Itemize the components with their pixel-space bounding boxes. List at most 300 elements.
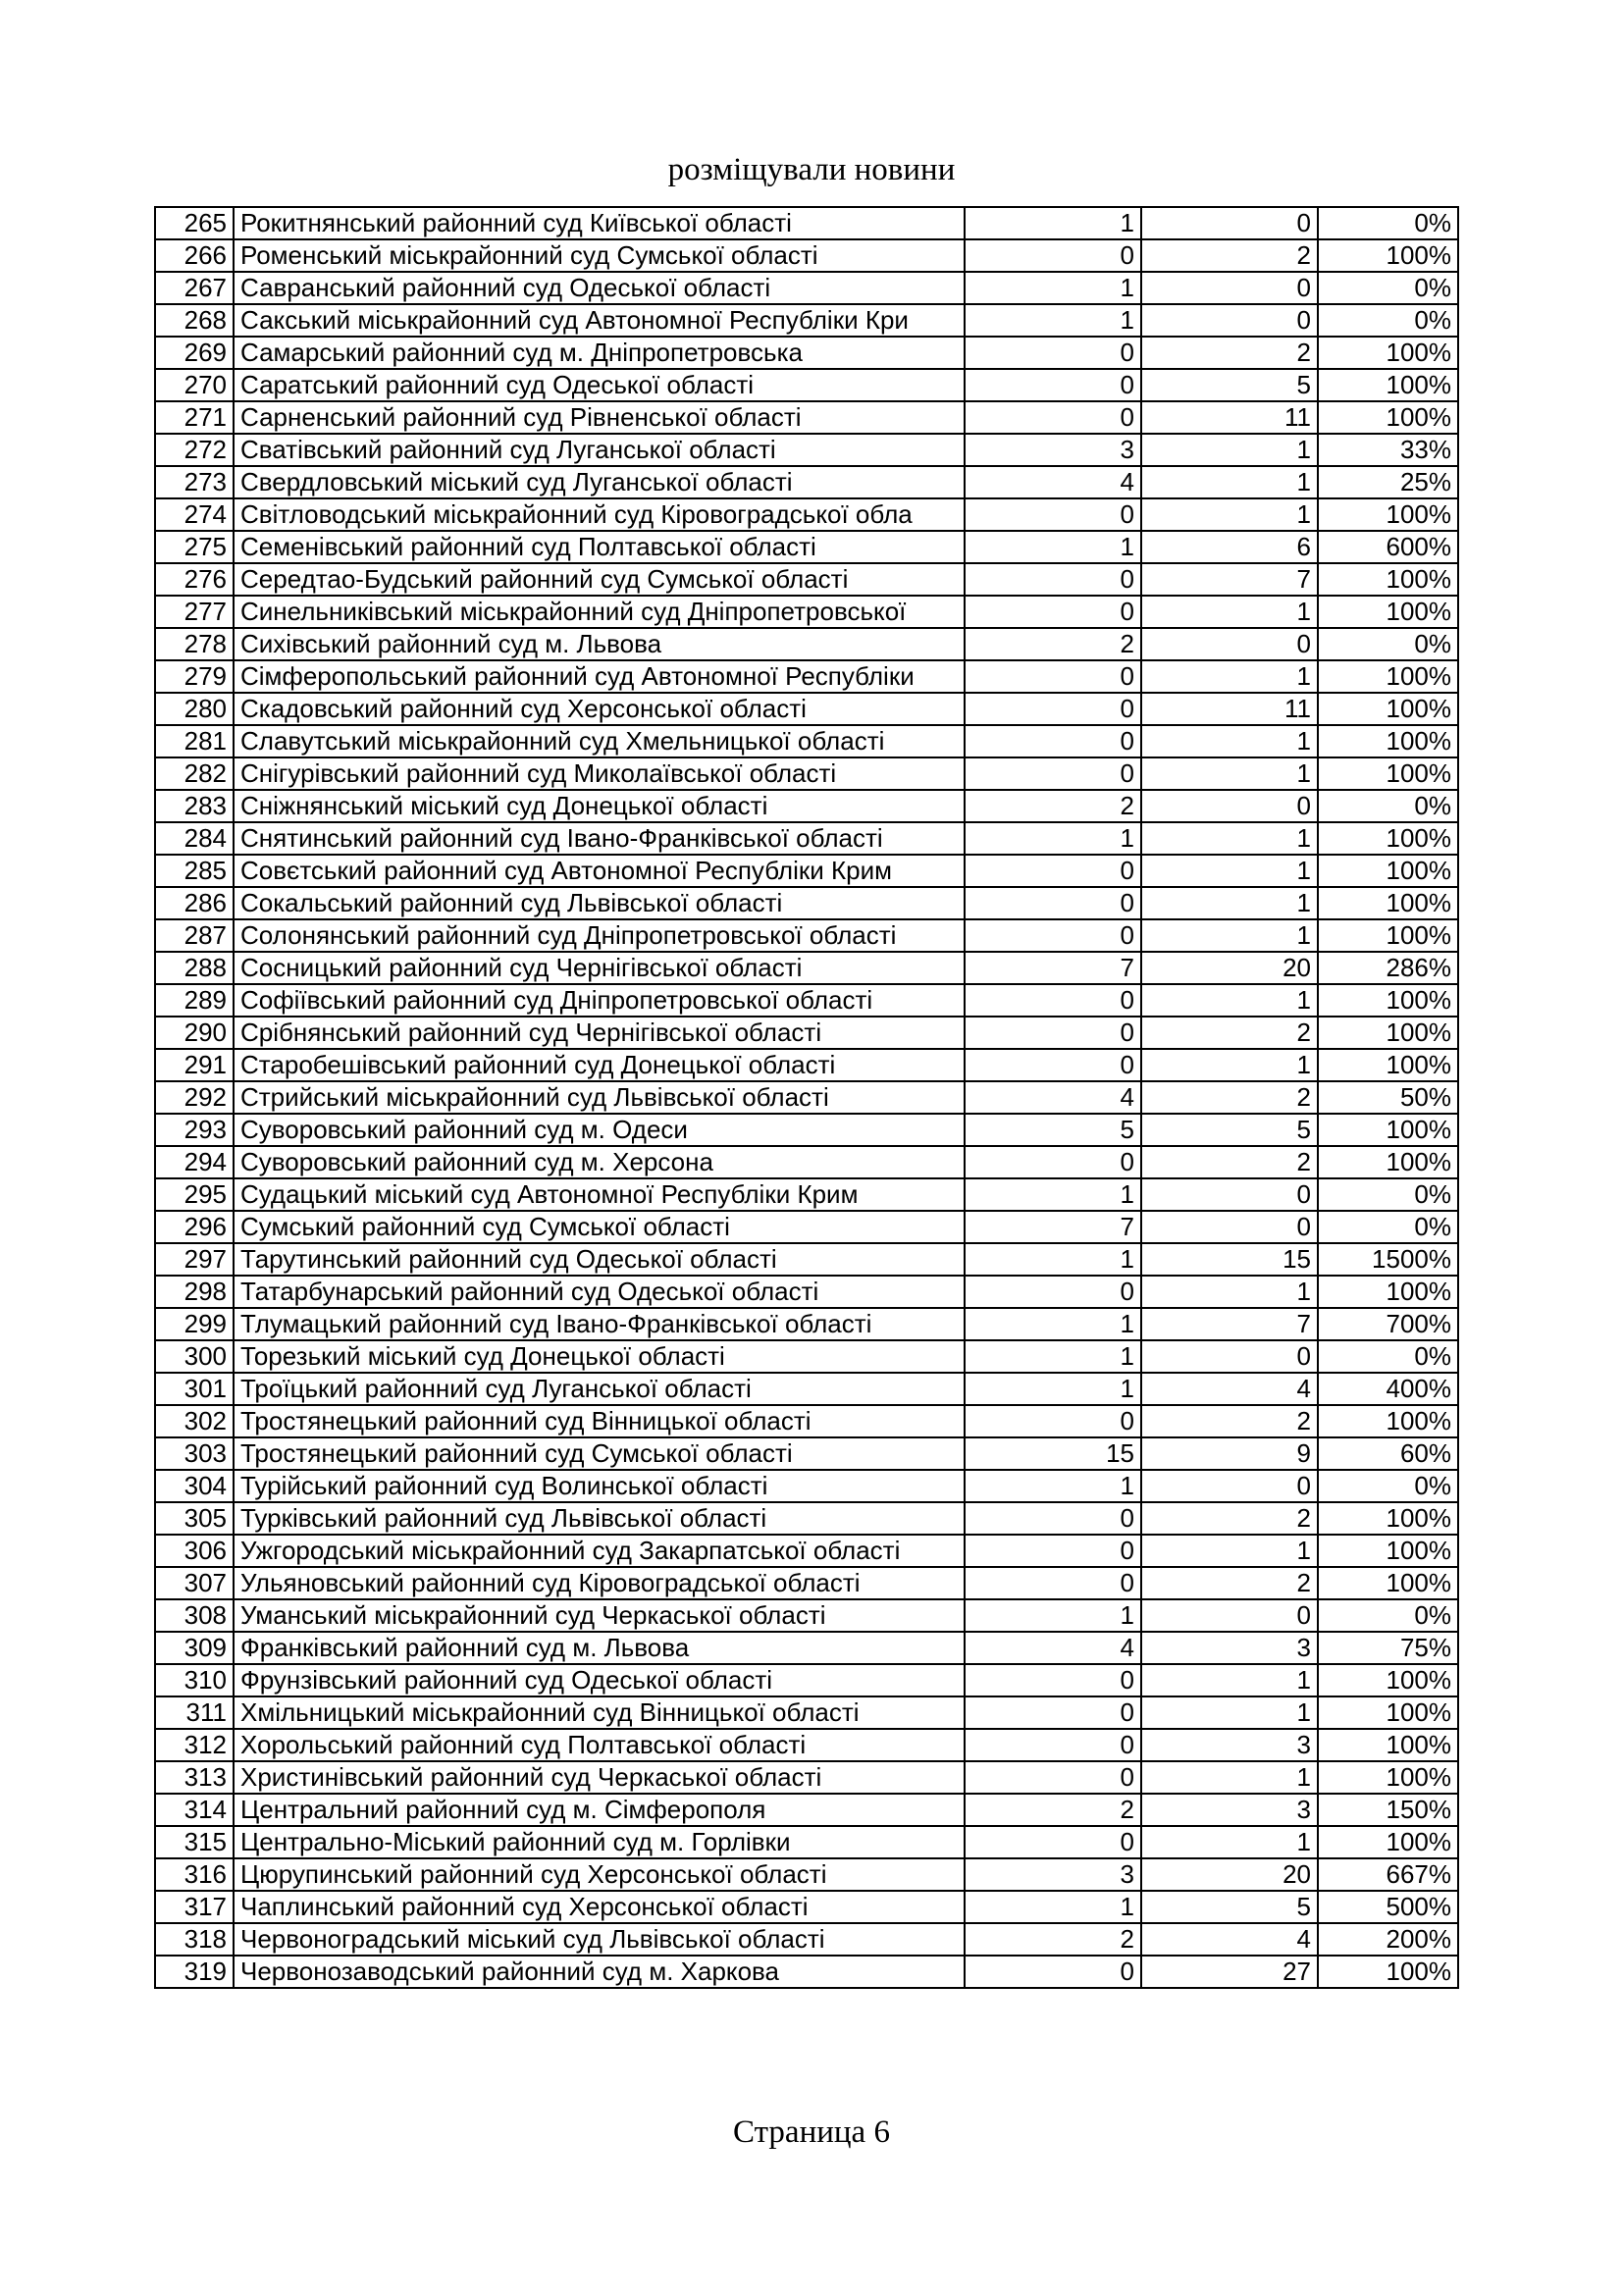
value-percent: 100% [1318,1405,1458,1437]
courts-table [154,206,1459,1989]
table-row [155,596,1458,628]
row-number: 288 [155,952,234,984]
court-name: Славутський міськрайонний суд Хмельницької області [234,725,965,757]
row-number: 265 [155,207,234,239]
value-b: 5 [1141,1114,1318,1146]
row-number: 299 [155,1308,234,1340]
value-b: 0 [1141,628,1318,660]
row-number: 298 [155,1276,234,1308]
row-number: 311 [155,1696,234,1729]
court-name: Ульяновський районний суд Кіровоградської області [234,1567,965,1599]
value-percent: 100% [1318,1826,1458,1858]
row-number: 318 [155,1923,234,1956]
table-row [155,822,1458,855]
value-b: 1 [1141,887,1318,919]
court-name: Савранський районний суд Одеської області [234,272,965,304]
value-b: 0 [1141,1178,1318,1211]
table-row [155,887,1458,919]
row-number: 314 [155,1794,234,1826]
value-b: 1 [1141,757,1318,790]
table-row [155,304,1458,337]
table-row [155,660,1458,693]
value-b: 1 [1141,855,1318,887]
row-number: 300 [155,1340,234,1373]
value-a: 0 [965,693,1141,725]
value-percent: 75% [1318,1632,1458,1664]
value-b: 3 [1141,1794,1318,1826]
row-number: 302 [155,1405,234,1437]
court-name: Скадовський районний суд Херсонської області [234,693,965,725]
court-name: Совєтський районний суд Автономної Республіки Крим [234,855,965,887]
value-a: 1 [965,531,1141,563]
value-a: 5 [965,1114,1141,1146]
value-percent: 100% [1318,1696,1458,1729]
court-name: Сихівський районний суд м. Львова [234,628,965,660]
court-name: Саратський районний суд Одеської області [234,369,965,401]
value-b: 20 [1141,1858,1318,1891]
value-a: 1 [965,304,1141,337]
value-percent: 100% [1318,401,1458,434]
table-row [155,628,1458,660]
table-row [155,498,1458,531]
court-name: Синельниківський міськрайонний суд Дніпропетровської [234,596,965,628]
value-a: 1 [965,1340,1141,1373]
court-name: Суворовський районний суд м. Одеси [234,1114,965,1146]
value-a: 1 [965,822,1141,855]
value-b: 0 [1141,304,1318,337]
value-a: 0 [965,1276,1141,1308]
court-name: Світловодський міськрайонний суд Кіровоградської обла [234,498,965,531]
row-number: 267 [155,272,234,304]
court-name: Середтао-Будський районний суд Сумської області [234,563,965,596]
table-row [155,984,1458,1017]
value-a: 15 [965,1437,1141,1470]
table-row [155,1373,1458,1405]
value-b: 9 [1141,1437,1318,1470]
court-name: Стрийський міськрайонний суд Львівської області [234,1081,965,1114]
table-row [155,239,1458,272]
value-percent: 100% [1318,1729,1458,1761]
value-percent: 100% [1318,1567,1458,1599]
table-row [155,369,1458,401]
court-name: Тростянецький районний суд Сумської області [234,1437,965,1470]
value-b: 1 [1141,1826,1318,1858]
court-name: Сватівський районний суд Луганської області [234,434,965,466]
table-row [155,1729,1458,1761]
value-b: 1 [1141,1696,1318,1729]
value-a: 1 [965,272,1141,304]
value-a: 0 [965,369,1141,401]
value-a: 2 [965,790,1141,822]
value-percent: 1500% [1318,1243,1458,1276]
table-row [155,1405,1458,1437]
court-name: Свердловський міський суд Луганської області [234,466,965,498]
value-percent: 400% [1318,1373,1458,1405]
value-b: 11 [1141,401,1318,434]
value-a: 0 [965,596,1141,628]
value-b: 2 [1141,1405,1318,1437]
value-b: 1 [1141,498,1318,531]
court-name: Центральний районний суд м. Сімферополя [234,1794,965,1826]
value-a: 3 [965,434,1141,466]
value-b: 7 [1141,563,1318,596]
value-a: 0 [965,725,1141,757]
table-row [155,952,1458,984]
table-row [155,1437,1458,1470]
row-number: 319 [155,1956,234,1988]
value-a: 1 [965,1308,1141,1340]
table-row [155,1891,1458,1923]
court-name: Снятинський районний суд Івано-Франківської області [234,822,965,855]
table-row [155,919,1458,952]
value-percent: 60% [1318,1437,1458,1470]
value-percent: 100% [1318,1956,1458,1988]
table-row [155,337,1458,369]
table-row [155,1470,1458,1502]
value-b: 1 [1141,660,1318,693]
table-row [155,790,1458,822]
value-percent: 100% [1318,1017,1458,1049]
table-row [155,1049,1458,1081]
table-row [155,855,1458,887]
value-percent: 100% [1318,1114,1458,1146]
value-a: 0 [965,1049,1141,1081]
row-number: 295 [155,1178,234,1211]
value-b: 2 [1141,239,1318,272]
value-percent: 100% [1318,822,1458,855]
value-b: 1 [1141,822,1318,855]
table-row [155,693,1458,725]
table-row [155,1826,1458,1858]
court-name: Сакський міськрайонний суд Автономної Республіки Кри [234,304,965,337]
value-b: 0 [1141,790,1318,822]
table-row [155,1956,1458,1988]
table-row [155,1017,1458,1049]
row-number: 307 [155,1567,234,1599]
value-a: 0 [965,337,1141,369]
row-number: 312 [155,1729,234,1761]
row-number: 268 [155,304,234,337]
table-row [155,1340,1458,1373]
row-number: 309 [155,1632,234,1664]
value-percent: 25% [1318,466,1458,498]
row-number: 292 [155,1081,234,1114]
value-b: 11 [1141,693,1318,725]
table-row [155,1308,1458,1340]
row-number: 308 [155,1599,234,1632]
value-b: 1 [1141,725,1318,757]
value-a: 3 [965,1858,1141,1891]
value-percent: 0% [1318,1178,1458,1211]
value-percent: 600% [1318,531,1458,563]
value-b: 0 [1141,1211,1318,1243]
table-row [155,757,1458,790]
court-name: Сніжнянський міський суд Донецької області [234,790,965,822]
value-b: 0 [1141,1599,1318,1632]
court-name: Рокитнянський районний суд Київської області [234,207,965,239]
table-row [155,1632,1458,1664]
value-percent: 100% [1318,1502,1458,1535]
row-number: 273 [155,466,234,498]
value-percent: 0% [1318,272,1458,304]
row-number: 316 [155,1858,234,1891]
court-name: Софіївський районний суд Дніпропетровської області [234,984,965,1017]
court-name: Суворовський районний суд м. Херсона [234,1146,965,1178]
value-percent: 100% [1318,725,1458,757]
court-name: Самарський районний суд м. Дніпропетровська [234,337,965,369]
value-percent: 100% [1318,757,1458,790]
value-percent: 100% [1318,919,1458,952]
value-b: 3 [1141,1729,1318,1761]
value-b: 0 [1141,1470,1318,1502]
court-name: Торезький міський суд Донецької області [234,1340,965,1373]
value-percent: 33% [1318,434,1458,466]
value-percent: 100% [1318,693,1458,725]
row-number: 313 [155,1761,234,1794]
value-a: 0 [965,919,1141,952]
court-name: Червоноградський міський суд Львівської області [234,1923,965,1956]
value-a: 0 [965,1017,1141,1049]
value-a: 0 [965,563,1141,596]
value-percent: 0% [1318,1340,1458,1373]
value-percent: 150% [1318,1794,1458,1826]
table-row [155,1858,1458,1891]
row-number: 296 [155,1211,234,1243]
row-number: 291 [155,1049,234,1081]
court-name: Срібнянський районний суд Чернігівської області [234,1017,965,1049]
value-b: 3 [1141,1632,1318,1664]
row-number: 297 [155,1243,234,1276]
value-b: 27 [1141,1956,1318,1988]
row-number: 277 [155,596,234,628]
value-a: 0 [965,1535,1141,1567]
value-percent: 50% [1318,1081,1458,1114]
table-row [155,1664,1458,1696]
value-percent: 100% [1318,1664,1458,1696]
court-name: Турійський районний суд Волинської області [234,1470,965,1502]
court-name: Старобешівський районний суд Донецької області [234,1049,965,1081]
court-name: Уманський міськрайонний суд Черкаської області [234,1599,965,1632]
value-b: 2 [1141,1146,1318,1178]
row-number: 276 [155,563,234,596]
row-number: 279 [155,660,234,693]
value-percent: 0% [1318,1211,1458,1243]
value-a: 0 [965,401,1141,434]
row-number: 315 [155,1826,234,1858]
value-percent: 700% [1318,1308,1458,1340]
value-a: 0 [965,1405,1141,1437]
value-percent: 100% [1318,1276,1458,1308]
value-percent: 100% [1318,239,1458,272]
court-name: Центрально-Міський районний суд м. Горлівки [234,1826,965,1858]
table-row [155,434,1458,466]
court-name: Хорольський районний суд Полтавської області [234,1729,965,1761]
value-a: 0 [965,855,1141,887]
table-row [155,1761,1458,1794]
value-b: 5 [1141,369,1318,401]
value-percent: 100% [1318,337,1458,369]
value-b: 7 [1141,1308,1318,1340]
table-row [155,272,1458,304]
value-percent: 667% [1318,1858,1458,1891]
court-name: Христинівський районний суд Черкаської області [234,1761,965,1794]
table-row [155,1535,1458,1567]
value-a: 1 [965,207,1141,239]
value-b: 1 [1141,596,1318,628]
row-number: 306 [155,1535,234,1567]
value-percent: 0% [1318,207,1458,239]
row-number: 305 [155,1502,234,1535]
row-number: 293 [155,1114,234,1146]
value-b: 20 [1141,952,1318,984]
value-percent: 0% [1318,790,1458,822]
value-a: 0 [965,1567,1141,1599]
value-percent: 100% [1318,596,1458,628]
value-percent: 100% [1318,498,1458,531]
value-b: 1 [1141,919,1318,952]
value-percent: 100% [1318,887,1458,919]
court-name: Сосницький районний суд Чернігівської області [234,952,965,984]
court-name: Тлумацький районний суд Івано-Франківської області [234,1308,965,1340]
page-header: розміщували новини [667,152,956,187]
row-number: 280 [155,693,234,725]
value-percent: 200% [1318,1923,1458,1956]
row-number: 283 [155,790,234,822]
table-row [155,1276,1458,1308]
value-percent: 100% [1318,1049,1458,1081]
court-name: Семенівський районний суд Полтавської області [234,531,965,563]
value-b: 4 [1141,1373,1318,1405]
table-row [155,1599,1458,1632]
value-a: 2 [965,1794,1141,1826]
court-name: Тарутинський районний суд Одеської області [234,1243,965,1276]
value-b: 2 [1141,1502,1318,1535]
row-number: 310 [155,1664,234,1696]
value-a: 0 [965,887,1141,919]
table-row [155,1502,1458,1535]
row-number: 274 [155,498,234,531]
value-a: 4 [965,466,1141,498]
value-percent: 100% [1318,563,1458,596]
value-b: 2 [1141,1081,1318,1114]
value-b: 1 [1141,1049,1318,1081]
table-row [155,563,1458,596]
table-row [155,466,1458,498]
value-percent: 100% [1318,369,1458,401]
value-a: 2 [965,628,1141,660]
court-name: Франківський районний суд м. Львова [234,1632,965,1664]
value-percent: 0% [1318,1470,1458,1502]
court-name: Чаплинський районний суд Херсонської області [234,1891,965,1923]
row-number: 271 [155,401,234,434]
row-number: 269 [155,337,234,369]
value-a: 1 [965,1178,1141,1211]
court-name: Ужгородський міськрайонний суд Закарпатської області [234,1535,965,1567]
row-number: 317 [155,1891,234,1923]
row-number: 304 [155,1470,234,1502]
value-percent: 100% [1318,1535,1458,1567]
value-a: 1 [965,1373,1141,1405]
courts-table-body [155,207,1458,1988]
court-name: Татарбунарський районний суд Одеської області [234,1276,965,1308]
row-number: 281 [155,725,234,757]
value-percent: 100% [1318,1146,1458,1178]
value-a: 4 [965,1081,1141,1114]
value-percent: 0% [1318,628,1458,660]
value-percent: 0% [1318,1599,1458,1632]
table-row [155,531,1458,563]
value-a: 0 [965,498,1141,531]
value-a: 0 [965,757,1141,790]
value-b: 6 [1141,531,1318,563]
value-b: 15 [1141,1243,1318,1276]
court-name: Цюрупинський районний суд Херсонської області [234,1858,965,1891]
value-b: 4 [1141,1923,1318,1956]
table-row [155,725,1458,757]
court-name: Троїцький районний суд Луганської області [234,1373,965,1405]
table-row [155,1211,1458,1243]
value-percent: 100% [1318,984,1458,1017]
value-a: 1 [965,1470,1141,1502]
row-number: 301 [155,1373,234,1405]
court-name: Хмільницький міськрайонний суд Вінницької області [234,1696,965,1729]
court-name: Фрунзівський районний суд Одеської області [234,1664,965,1696]
value-b: 2 [1141,1567,1318,1599]
value-b: 0 [1141,272,1318,304]
row-number: 278 [155,628,234,660]
table-row [155,1794,1458,1826]
value-b: 0 [1141,207,1318,239]
table-row [155,207,1458,239]
row-number: 284 [155,822,234,855]
value-b: 2 [1141,1017,1318,1049]
page-number: Страница 6 [733,2114,890,2150]
value-a: 0 [965,1146,1141,1178]
row-number: 270 [155,369,234,401]
table-row [155,1567,1458,1599]
value-b: 1 [1141,466,1318,498]
value-b: 1 [1141,984,1318,1017]
value-b: 5 [1141,1891,1318,1923]
value-percent: 286% [1318,952,1458,984]
value-a: 7 [965,952,1141,984]
value-a: 0 [965,1664,1141,1696]
value-a: 0 [965,1956,1141,1988]
row-number: 285 [155,855,234,887]
value-a: 0 [965,239,1141,272]
row-number: 286 [155,887,234,919]
value-a: 1 [965,1891,1141,1923]
court-name: Червонозаводський районний суд м. Харкова [234,1956,965,1988]
table-row [155,1146,1458,1178]
court-name: Сумський районний суд Сумської області [234,1211,965,1243]
row-number: 266 [155,239,234,272]
court-name: Снігурівський районний суд Миколаївської області [234,757,965,790]
value-a: 0 [965,660,1141,693]
value-a: 2 [965,1923,1141,1956]
value-b: 0 [1141,1340,1318,1373]
value-a: 1 [965,1599,1141,1632]
court-name: Сімферопольський районний суд Автономної Республіки [234,660,965,693]
value-percent: 100% [1318,1761,1458,1794]
table-row [155,1081,1458,1114]
row-number: 272 [155,434,234,466]
value-b: 1 [1141,1276,1318,1308]
value-a: 0 [965,984,1141,1017]
court-name: Сарненський районний суд Рівненської області [234,401,965,434]
court-name: Сокальський районний суд Львівської області [234,887,965,919]
table-row [155,1243,1458,1276]
